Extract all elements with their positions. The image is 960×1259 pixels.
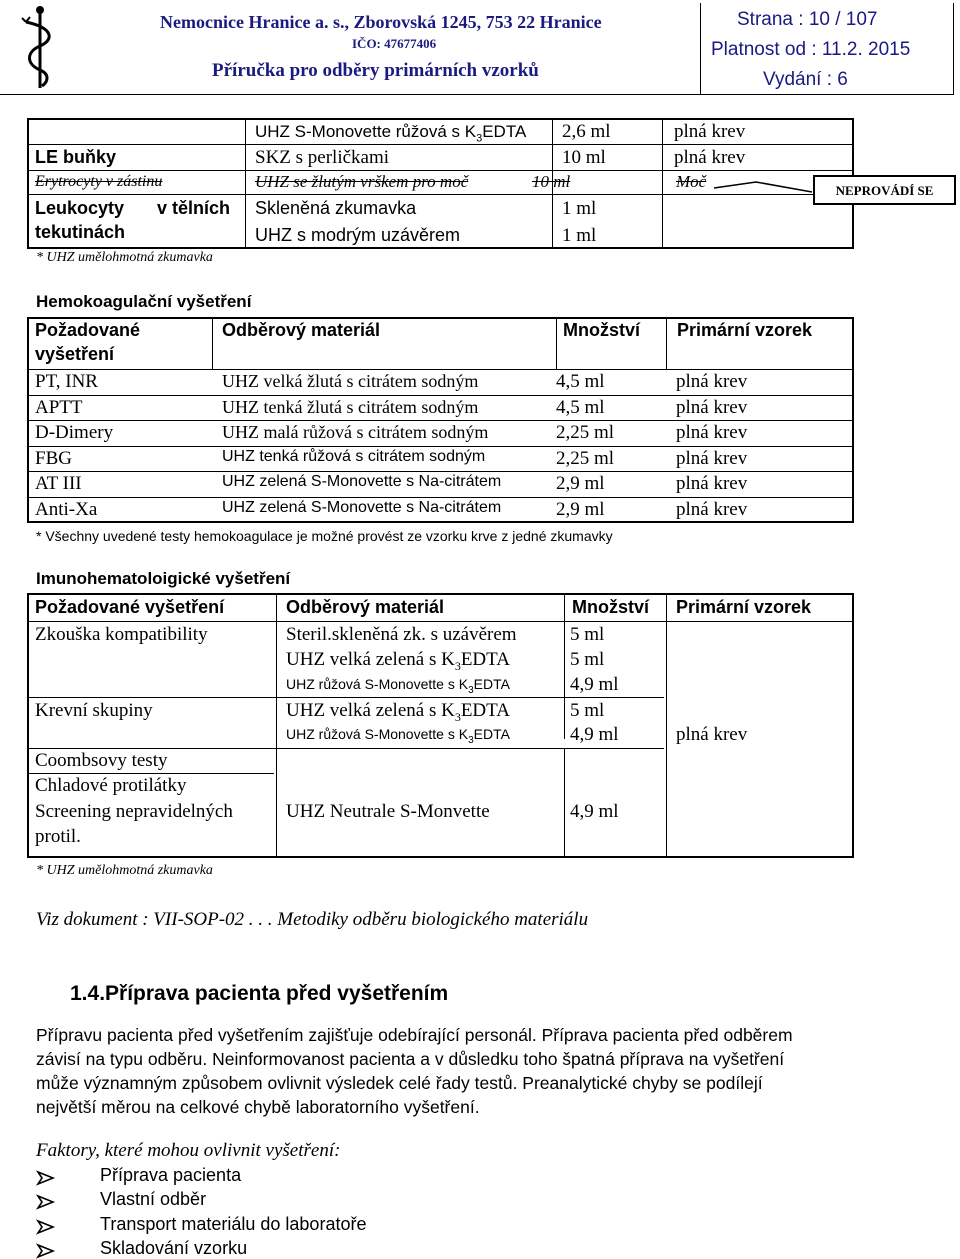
section-paragraph-line: Přípravu pacienta před vyšetřením zajišťuje odebírající personál. Příprava pacienta před odběrem xyxy=(36,1025,793,1045)
factor-item: Vlastní odběr xyxy=(100,1189,207,1209)
imuno-table xyxy=(27,593,854,858)
table-cell: AT III xyxy=(35,473,82,494)
table-cell: UHZ zelená S-Monovette s Na-citrátem xyxy=(222,499,502,516)
hemo-note: * Všechny uvedené testy hemokoagulace je možné provést ze vzorku krve z jedné zkumavky xyxy=(36,528,613,544)
table-cell: PT, INR xyxy=(35,371,98,392)
section-paragraph-line: závisí na typu odběru. Neinformovanost pacienta a v důsledku toho špatná příprava na vyšetření xyxy=(36,1049,785,1069)
table-cell: plná krev xyxy=(676,473,748,494)
table-cell: 10 ml xyxy=(532,172,571,191)
table-cell: 5 ml xyxy=(570,624,605,645)
table-cell: plná krev xyxy=(676,371,748,392)
not-performed-box: NEPROVÁDÍ SE xyxy=(813,175,956,205)
table-cell: UHZ S-Monovette růžová s $K_3EDTA$ xyxy=(255,122,527,145)
hemo-heading: Hemokoagulační vyšetření xyxy=(36,292,252,311)
table-cell: 4,5 ml xyxy=(556,397,605,418)
column-header: Množství xyxy=(572,597,650,617)
hemo-table xyxy=(27,317,854,523)
table-cell: 4,9 ml xyxy=(570,724,619,745)
table-cell: 10 ml xyxy=(562,147,606,168)
table-cell: FBG xyxy=(35,448,72,469)
arrow-bullet-icon xyxy=(36,1243,56,1259)
table-cell: Coombsovy testy xyxy=(35,750,168,771)
table-cell: v tělních xyxy=(157,198,231,218)
table-cell: Leukocyty xyxy=(35,198,125,218)
edition: Vydání : 6 xyxy=(763,69,848,90)
valid-from: Platnost od : 11.2. 2015 xyxy=(711,39,911,60)
connector-line xyxy=(712,176,818,200)
table-cell: plná krev xyxy=(676,724,748,745)
arrow-bullet-icon xyxy=(36,1219,56,1235)
table-cell: Skleněná zkumavka xyxy=(255,198,417,218)
reference-link[interactable]: Viz dokument : VII-SOP-02 . . . Metodiky odběru biologického materiálu xyxy=(36,909,589,930)
table-cell: UHZ se žlutým vrškem pro moč xyxy=(255,172,469,191)
column-header: Odběrový materiál xyxy=(222,320,381,340)
table-cell: plná krev xyxy=(676,422,748,443)
factor-item: Příprava pacienta xyxy=(100,1165,242,1185)
header-divider xyxy=(0,94,954,95)
table-cell: UHZ malá růžová s citrátem sodným xyxy=(222,422,489,442)
table-cell: UHZ růžová S-Monovette s $K_3EDTA$ xyxy=(286,726,510,746)
table-cell: 1 ml xyxy=(562,225,597,246)
section-heading: 1.4.Příprava pacienta před vyšetřením xyxy=(70,982,449,1005)
organization-name: Nemocnice Hranice a. s., Zborovská 1245, 753 22 Hranice xyxy=(160,12,602,32)
table-cell: tekutinách xyxy=(35,222,126,242)
table-cell: Zkouška kompatibility xyxy=(35,624,208,645)
table-cell: 5 ml xyxy=(570,700,605,721)
table-cell: 2,25 ml xyxy=(556,422,615,443)
table-cell: D-Dimery xyxy=(35,422,114,443)
factors-heading: Faktory, které mohou ovlivnit vyšetření: xyxy=(36,1140,341,1161)
section-paragraph-line: největší měrou na celkové chybě laboratorního vyšetření. xyxy=(36,1097,480,1117)
table-cell: 2,9 ml xyxy=(556,499,605,520)
table-cell: UHZ tenká žlutá s citrátem sodným xyxy=(222,397,479,417)
table-cell: 2,9 ml xyxy=(556,473,605,494)
organization-ico: IČO: 47677406 xyxy=(352,36,437,51)
header-meta-box xyxy=(700,3,954,95)
table-cell: UHZ velká žlutá s citrátem sodným xyxy=(222,371,479,391)
table-cell: 2,6 ml xyxy=(562,121,611,142)
table-cell: plná krev xyxy=(676,499,748,520)
table-cell: LE buňky xyxy=(35,147,117,167)
page-number: Strana : 10 / 107 xyxy=(737,9,878,30)
table-cell: Moč xyxy=(676,172,707,191)
table-cell: UHZ zelená S-Monovette s Na-citrátem xyxy=(222,473,502,490)
column-header: Odběrový materiál xyxy=(286,597,445,617)
table-cell: UHZ velká zelená s $K_3EDTA$ xyxy=(286,649,510,673)
table-cell: UHZ velká zelená s $K_3EDTA$ xyxy=(286,700,510,724)
table-cell: 1 ml xyxy=(562,198,597,219)
table-cell: protil. xyxy=(35,826,81,847)
imuno-heading: Imunohematoloigické vyšetření xyxy=(36,569,291,588)
table-cell: plná krev xyxy=(676,397,748,418)
table-cell: 4,9 ml xyxy=(570,674,619,695)
factor-item: Transport materiálu do laboratoře xyxy=(100,1214,367,1234)
table-cell: 4,9 ml xyxy=(570,801,619,822)
table-cell: Anti-Xa xyxy=(35,499,98,520)
table-cell: UHZ s modrým uzávěrem xyxy=(255,225,461,245)
table-cell: Steril.skleněná zk. s uzávěrem xyxy=(286,624,517,645)
arrow-bullet-icon xyxy=(36,1170,56,1186)
table-cell: Chladové protilátky xyxy=(35,775,187,796)
arrow-bullet-icon xyxy=(36,1194,56,1210)
table-cell: plná krev xyxy=(674,147,746,168)
table-cell: UHZ růžová S-Monovette s $K_3EDTA$ xyxy=(286,676,510,696)
column-header: Primární vzorek xyxy=(676,597,812,617)
tube-note: * UHZ umělohmotná zkumavka xyxy=(36,250,213,265)
table-cell: UHZ tenká růžová s citrátem sodným xyxy=(222,448,486,465)
page-header xyxy=(0,0,954,96)
document-title: Příručka pro odběry primárních vzorků xyxy=(212,60,539,81)
table-cell: plná krev xyxy=(676,448,748,469)
table-cell: 2,25 ml xyxy=(556,448,615,469)
column-header: Primární vzorek xyxy=(677,320,813,340)
table-cell: plná krev xyxy=(674,121,746,142)
section-paragraph-line: může významným způsobem ovlivnit výsledek celé řady testů. Preanalytické chyby se podílejí xyxy=(36,1073,763,1093)
table-cell: 4,5 ml xyxy=(556,371,605,392)
table-cell: Erytrocyty v zástinu xyxy=(35,173,163,190)
factor-item: Skladování vzorku xyxy=(100,1238,248,1258)
column-header: Požadované xyxy=(35,320,141,340)
table-cell: Krevní skupiny xyxy=(35,700,153,721)
table-cell: SKZ s perličkami xyxy=(255,147,390,168)
column-header: Požadované vyšetření xyxy=(35,597,225,617)
table-cell: APTT xyxy=(35,397,83,418)
tube-note: * UHZ umělohmotná zkumavka xyxy=(36,863,213,878)
table-cell: 5 ml xyxy=(570,649,605,670)
table-cell: Screening nepravidelných xyxy=(35,801,233,822)
column-header: Množství xyxy=(563,320,641,340)
table-cell: UHZ Neutrale S-Monvette xyxy=(286,801,490,822)
column-header: vyšetření xyxy=(35,344,115,364)
caduceus-logo xyxy=(12,2,70,92)
